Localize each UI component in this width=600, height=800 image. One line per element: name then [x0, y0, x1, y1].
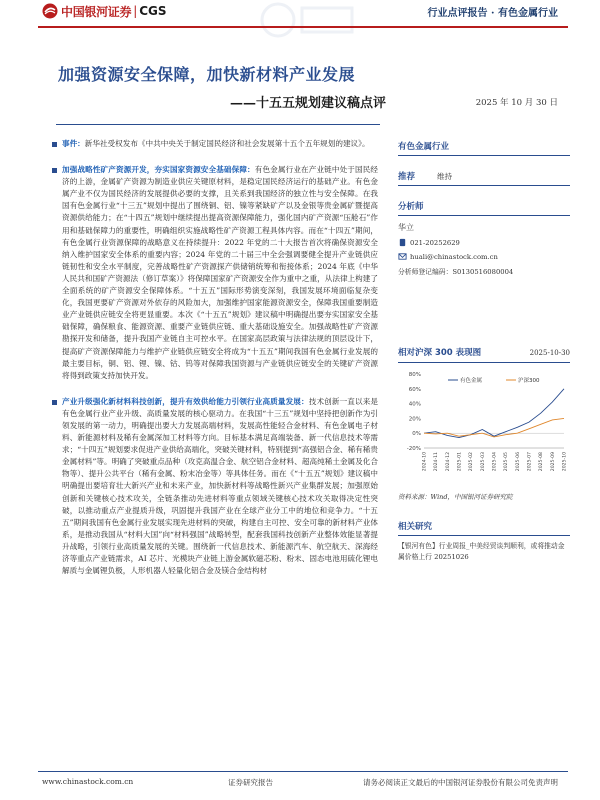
- x-tick-label: 2025-02: [469, 452, 475, 472]
- event-label: 事件：: [62, 139, 85, 148]
- y-tick-label: 20%: [408, 416, 421, 423]
- bullet-icon: [52, 168, 57, 173]
- chart-header: [398, 346, 570, 358]
- footer-disclaimer: 请务必阅读正文最后的中国银河证券股份有限公司免责声明: [363, 778, 558, 787]
- logo-chinese: 中国银河证券: [61, 4, 132, 19]
- phone-row: [398, 238, 570, 247]
- phone-icon: [398, 238, 407, 247]
- legend-label: 沪深300: [518, 378, 540, 384]
- chart-title: 相对沪深 300 表现图: [398, 348, 482, 358]
- report-subtitle: ——十五五规划建议稿点评: [230, 96, 387, 111]
- analyst-heading: 分析师: [398, 200, 570, 216]
- industry-label: 有色金属行业: [398, 140, 570, 156]
- performance-chart: [398, 366, 570, 488]
- y-tick-label: 40%: [408, 401, 421, 408]
- series-line-1: [424, 418, 564, 437]
- galaxy-logo-icon: [42, 3, 58, 19]
- analyst-license: 分析师登记编码：S0130516080004: [398, 268, 514, 276]
- analyst-email[interactable]: huali@chinastock.com.cn: [410, 252, 498, 261]
- x-tick-label: 2024-12: [445, 452, 451, 472]
- header-divider: [38, 26, 568, 28]
- license-row: [398, 266, 570, 276]
- x-tick-label: 2025-03: [480, 452, 486, 472]
- y-tick-label: 0%: [412, 431, 421, 438]
- section-2-label: 产业升级强化新材料科技创新，提升有效供给能力引领行业高质量发展：: [62, 396, 309, 406]
- report-date: 2025 年 10 月 30 日: [475, 98, 558, 108]
- brand-logo: [42, 2, 167, 20]
- legend-label: 有色金属: [460, 378, 483, 384]
- x-tick-label: 2025-10: [562, 452, 568, 472]
- title-divider: [56, 124, 380, 125]
- bullet-icon: [52, 142, 57, 147]
- chart-source: 资料来源：Wind，中国银河证券研究院: [398, 493, 513, 501]
- chart-divider: [398, 362, 570, 363]
- section-2: [52, 396, 378, 577]
- event-text: 新华社受权发布《中共中央关于制定国民经济和社会发展第十五个五年规划的建议》。: [84, 139, 370, 148]
- chart-date: 2025-10-30: [529, 349, 570, 357]
- x-tick-label: 2025-04: [492, 452, 498, 472]
- x-tick-label: 2025-08: [539, 452, 545, 472]
- report-type: 行业点评报告 · 有色金属行业: [427, 8, 558, 19]
- report-title: 加强资源安全保障，加快新材料产业发展: [58, 65, 356, 84]
- main-content: [52, 138, 378, 577]
- x-tick-label: 2025-09: [550, 452, 556, 472]
- y-tick-label: -20%: [406, 446, 421, 452]
- email-row: [398, 252, 570, 261]
- related-title: 相关研究: [398, 520, 570, 536]
- sidebar: [398, 140, 570, 561]
- y-tick-label: 60%: [408, 386, 421, 393]
- footer-divider: [38, 771, 568, 772]
- related-item[interactable]: 【银河有色】行业周报_中美经贸谈判顺利，或将推动金属价格上行 20251026: [398, 542, 565, 561]
- x-tick-label: 2024-11: [434, 452, 440, 472]
- section-1-text: 有色金属行业在产业链中处于国民经济的上游，金属矿产资源为制造业供应关键原材料，是稳定国民经济运行的基础产业。有色金属产业不仅为国民经济的发展提供必要的支撑，且关系到我国经济的独立性与安全保障。在我国有色金属行业“十三五”规划中提出了围绕铜、铝、镍等紧缺矿产以及金银等贵金属矿暨提高资源供给能力；在“十四五”规划中继续提出提高资源保障能力，强化国内矿产资源“压舱石”作用和基础保障力的重要性，明确组织实施战略性矿产资源工程具体内容。而在“十四五”期间，有色金属行业资源保障的战略意义在持续提升：2022 年党的二十大报告首次将确保资源安全纳入维护国家安全体系的重要内容；2024 年党的二十届三中全会强调要健全提升产业链供应链韧性和安全水平制度，完善战略性矿产资源探产供储销统筹和衔接体系；2024 年底《中华人民共和国矿产资源法（修订草案）》将保障国家矿产资源安全作为重中之重，从法律上构建了全面系统的矿产资源安全保障体系。“十五五”国际形势演变深刻，我国发展环境面临复杂变化，我国更要矿产资源对外依存的风险加大，加强维护国家能源资源安全，保障我国重要制造业产业链供应链安全将更显重要。本次《“十五五”规划》建议稿中明确提出要夯实国家安全基础保障，确保粮食、能源资源、重要产业链供应链、重大基础设施安全。加强战略性矿产资源勘探开发和储备，提升我国产业链自主可控水平。在国家高层政策与法律法规的顶层设计下，提高矿产资源保障能力与维护产业链供应链安全将成为“十五五”期间我国有色金属行业发展的最主要目标，铜、铝、锂、镍、钴、钨等对保障我国资源与产业链供应链安全的关键矿产资源将得到政策支持加快开发。: [62, 165, 379, 380]
- watermark-logo-icon: [250, 0, 360, 40]
- related-research: [398, 520, 570, 563]
- x-tick-label: 2025-07: [527, 452, 533, 472]
- logo-english: CGS: [139, 4, 167, 18]
- x-tick-label: 2025-06: [515, 452, 521, 472]
- footer-center: 证券研究报告: [228, 778, 273, 787]
- footer-website[interactable]: www.chinastock.com.cn: [42, 777, 134, 786]
- rating-label: 推荐: [398, 172, 416, 182]
- event-paragraph: [52, 138, 378, 150]
- series-line-0: [424, 389, 564, 438]
- section-2-text: 技术创新一直以来是有色金属行业产业升级、高质量发展的核心驱动力。在我国“十三五”规划中坚持把创新作为引领发展的第一动力，明确提出要大力发展高端材料，发展高性能轻合金材料、有色金属电子材料、新能源材料及稀有金属深加工材料等方向。目标基本满足高端装备、新一代信息技术等需求；“十四五”规划要求促进产业供给高端化，突破关键材料，特别提到“高强铝合金、稀有稀贵金属材料”等。明确了突破重点品种（攻克高温合金、航空铝合金材料、超高纯稀土金属及化合物等）、提升公共平台（稀有金属、粉末冶金等）等具体任务。而在《“十五五”规划》建议稿中明确提出要培育壮大新兴产业和未来产业，加快新材料等战略性新兴产业集群发展；加强原始创新和关键核心技术攻关，全链条推动先进材料等重点领域关键核心技术攻关取得决定性突破，以推动重点产业提质升级，巩固提升我国产业在全球产业分工中的地位和竞争力。“十五五”期间我国有色金属行业发展实现先进材料的突破，构建自主可控、安全可靠的新材料产业体系，是推动我国从“材料大国”向“材料强国”战略转型，配套我国科技创新产业整体效能显著提升战略，引领行业高质量发展的关键。围绕新一代信息技术、新能源汽车、航空航天、深海经济等重点产业链需求，AI 芯片、光模块产业链上游金属软磁芯粉、粉末、固态电池用硫化锂电解质与金属锂负极，人形机器人轻量化铝合金及镁合金结构材: [62, 396, 379, 576]
- bullet-icon: [52, 400, 57, 405]
- rating-value: 维持: [437, 172, 453, 181]
- email-icon: [398, 252, 407, 261]
- section-1-label: 加强战略性矿产资源开发，夯实国家资源安全基础保障：: [62, 165, 255, 175]
- logo-separator: |: [133, 4, 138, 18]
- analyst-name: 华立: [398, 223, 414, 232]
- x-tick-label: 2025-05: [504, 452, 510, 472]
- section-1: [52, 164, 378, 382]
- y-tick-label: 80%: [408, 372, 421, 378]
- x-tick-label: 2025-01: [457, 452, 463, 472]
- analyst-phone: 021-20252629: [410, 238, 460, 247]
- x-tick-label: 2024-10: [422, 452, 428, 472]
- rating-row: [398, 170, 570, 186]
